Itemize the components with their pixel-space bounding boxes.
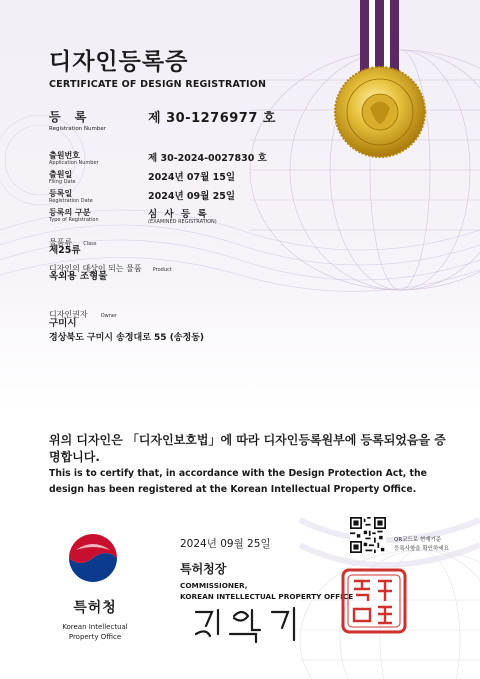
- owner-address: 경상북도 구미시 송정대로 55 (송정동): [49, 333, 205, 343]
- certification-text-en: This is to certify that, in accordance with the Design Protection Act, the design has been registered at the Korean Intellectual Property Office.: [49, 468, 427, 495]
- application-number-label-en: Application Number: [49, 160, 99, 166]
- application-number: 제 30-2024-0027830 호: [148, 153, 267, 164]
- kipo-logo-name-en-1: Korean Intellectual: [62, 623, 128, 631]
- signature: [190, 604, 305, 644]
- commissioner-ko: 특허청장: [180, 562, 227, 576]
- certificate-title: 디자인등록증: [49, 49, 189, 75]
- registration-type: 심 사 등 록: [148, 209, 209, 220]
- kipo-logo-icon: [66, 530, 120, 588]
- registration-type-label-en: Type of Registration: [49, 217, 99, 223]
- registration-type-label: 등록의 구분: [49, 208, 91, 217]
- registration-label-en: Registration Number: [49, 126, 107, 132]
- qr-note: [394, 536, 449, 554]
- commissioner-en-1: COMMISSIONER,: [180, 581, 248, 590]
- certificate-subtitle: CERTIFICATE OF DESIGN REGISTRATION: [49, 79, 267, 90]
- product-value: 옥외용 조형물: [49, 271, 108, 282]
- owner-name: 구미시: [49, 318, 77, 329]
- kipo-logo-name-en: [48, 622, 142, 642]
- registration-type-en: (EXAMINED REGISTRATION): [148, 219, 217, 225]
- owner-label-en: Owner: [100, 313, 118, 319]
- issue-date: 2024년 09월 25일: [180, 538, 271, 550]
- qr-note-line2: 등록사항을 확인하세요: [394, 546, 449, 552]
- class-label: 물품류: [49, 238, 73, 247]
- filing-date-label-en: Filing Date: [49, 179, 76, 185]
- registration-label: 등 록: [49, 110, 92, 124]
- class-label-en: Class: [83, 241, 97, 247]
- filing-date-label: 출원일: [49, 170, 73, 179]
- registration-date-label-en: Registration Date: [49, 198, 93, 204]
- official-seal: [340, 567, 408, 635]
- commissioner-en: [180, 580, 353, 602]
- registration-date: 2024년 09월 25일: [148, 191, 236, 202]
- commissioner-en-2: KOREAN INTELLECTUAL PROPERTY OFFICE: [180, 592, 354, 601]
- product-label: 디자인의 대상이 되는 물품: [49, 264, 142, 273]
- kipo-logo-name: 특허청: [73, 600, 117, 616]
- application-number-label: 출원번호: [49, 151, 80, 160]
- ribbon: [360, 0, 399, 72]
- registration-date-label: 등록일: [49, 189, 73, 198]
- filing-date: 2024년 07월 15일: [148, 172, 236, 183]
- certification-text-ko: 위의 디자인은 「디자인보호법」에 따라 디자인등록원부에 등록되었음을 증명합니다.: [49, 433, 446, 464]
- product-label-en: Product: [152, 267, 172, 273]
- registration-number: 제 30-1276977 호: [148, 111, 276, 126]
- gold-seal: [335, 67, 425, 157]
- owner-label: 디자인권자: [49, 310, 88, 319]
- kipo-logo-name-en-2: Property Office: [68, 633, 122, 641]
- class-value: 제25류: [49, 245, 81, 256]
- qr-code[interactable]: [350, 517, 386, 553]
- qr-note-line1: QR코드로 현재기준: [394, 537, 442, 543]
